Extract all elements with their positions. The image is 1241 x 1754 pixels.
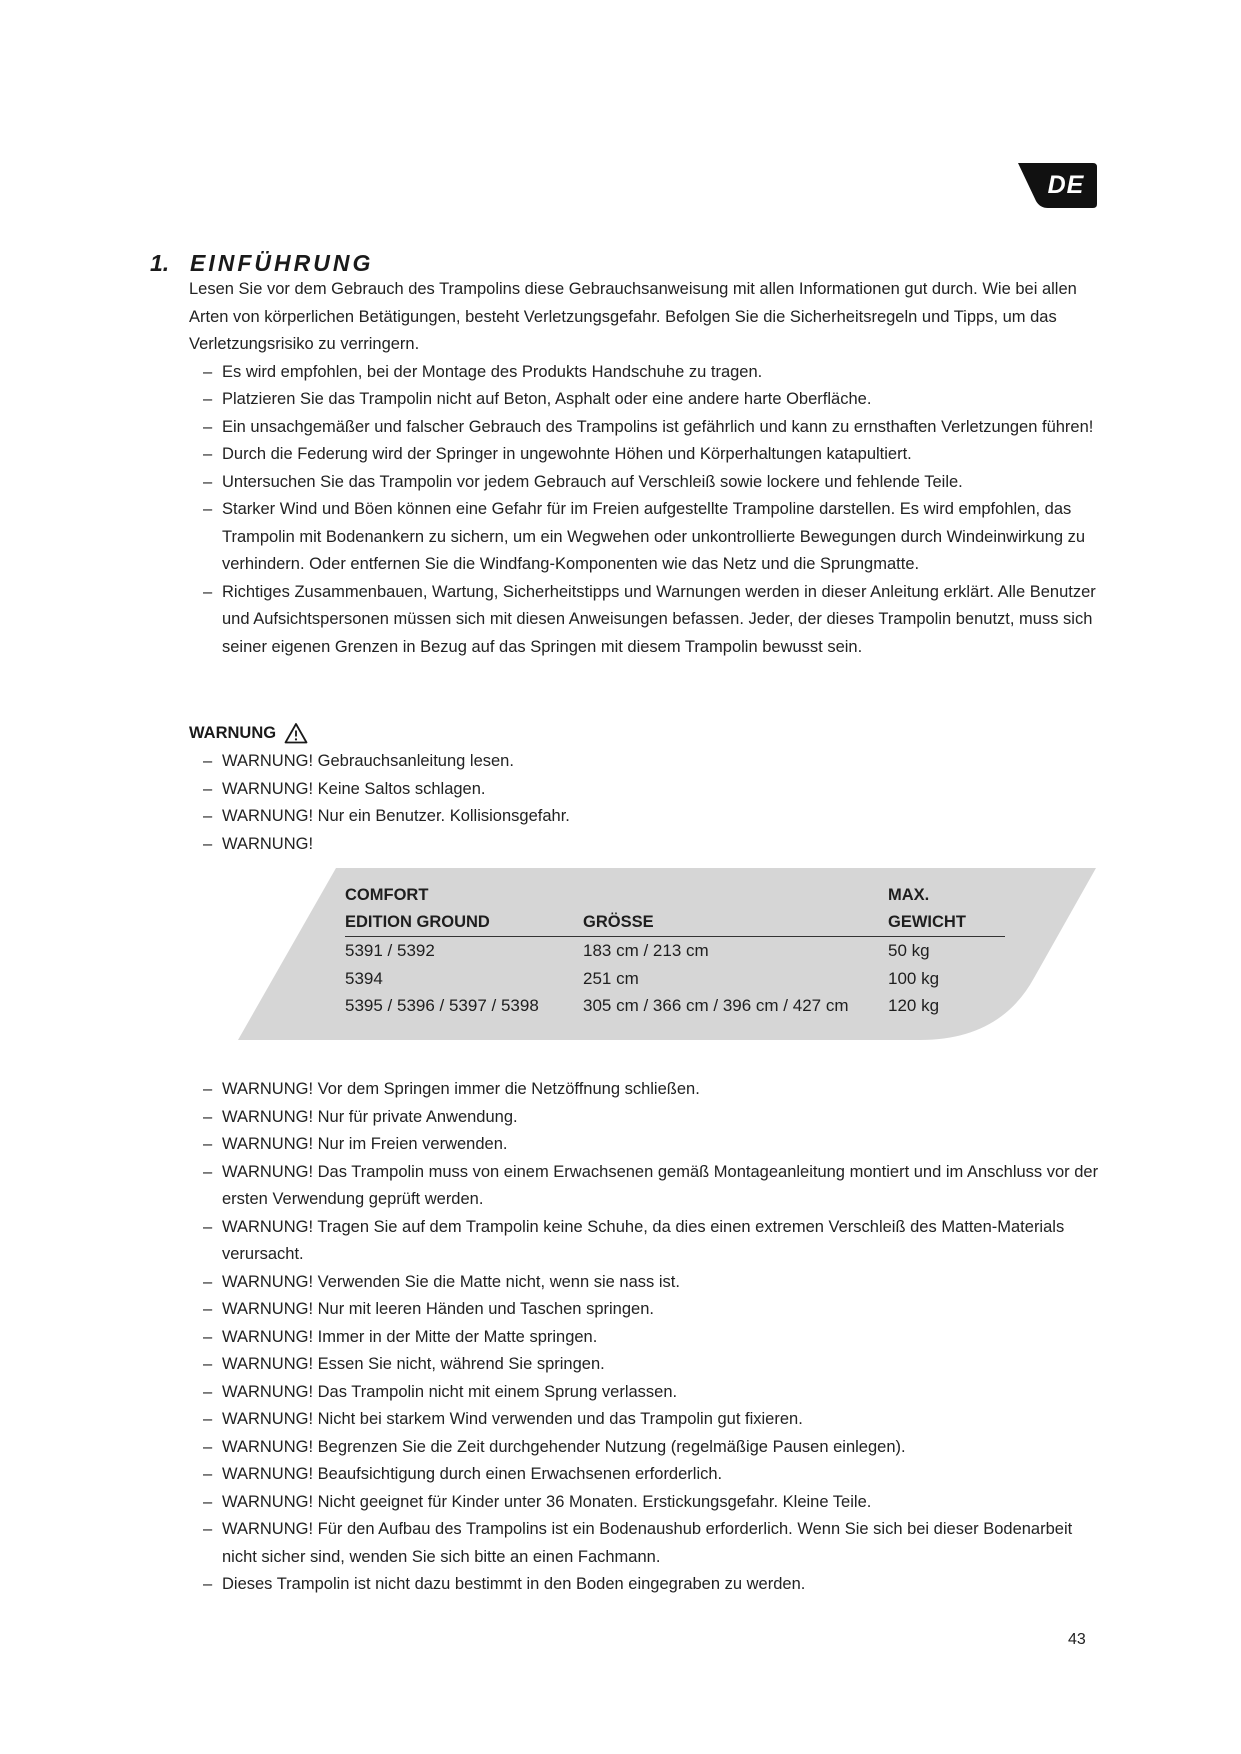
table-cell: 5394 <box>345 968 383 988</box>
list-item: – Es wird empfohlen, bei der Montage des Produkts Handschuhe zu tragen. <box>189 359 1109 387</box>
table-header-row <box>345 882 1005 937</box>
table-row <box>345 937 1005 965</box>
language-label: DE <box>1047 171 1085 199</box>
list-item: – WARNUNG! Nur für private Anwendung. <box>189 1104 1109 1132</box>
list-item: – WARNUNG! Nur im Freien verwenden. <box>189 1131 1109 1159</box>
intro-block <box>189 276 1109 661</box>
language-badge <box>1018 163 1097 208</box>
list-item: – WARNUNG! <box>189 831 1109 859</box>
spec-table <box>345 882 1005 1020</box>
header-model <box>345 882 583 937</box>
list-item: – Platzieren Sie das Trampolin nicht auf Beton, Asphalt oder eine andere harte Oberfläche. <box>189 386 1109 414</box>
header-max-weight <box>888 882 1005 937</box>
list-item: – Untersuchen Sie das Trampolin vor jedem Gebrauch auf Verschleiß sowie lockere und fehlende Teile. <box>189 469 1109 497</box>
warning-triangle-icon <box>284 722 308 744</box>
table-cell: 305 cm / 366 cm / 396 cm / 427 cm <box>583 996 849 1015</box>
table-cell: 100 kg <box>888 968 940 988</box>
table-cell: 120 kg <box>888 996 940 1015</box>
list-item: – Durch die Federung wird der Springer in ungewohnte Höhen und Körperhaltungen katapultiert. <box>189 441 1109 469</box>
list-item: – WARNUNG! Das Trampolin muss von einem Erwachsenen gemäß Montageanleitung montiert und im Anschluss vor der ersten Verwendung geprüft werden. <box>189 1159 1109 1214</box>
header-size-label: GRÖSSE <box>583 913 654 931</box>
warning-list-b-block <box>189 1076 1109 1599</box>
list-item: – WARNUNG! Essen Sie nicht, während Sie springen. <box>189 1351 1109 1379</box>
table-cell: 5395 / 5396 / 5397 / 5398 <box>345 996 539 1015</box>
list-item: – WARNUNG! Begrenzen Sie die Zeit durchgehender Nutzung (regelmäßige Pausen einlegen). <box>189 1434 1109 1462</box>
section-number: 1. <box>150 250 170 276</box>
section-title: EINFÜHRUNG <box>190 250 374 276</box>
list-item: – WARNUNG! Tragen Sie auf dem Trampolin keine Schuhe, da dies einen extremen Verschleiß des Matten-Materials verursacht. <box>189 1214 1109 1269</box>
spec-table-panel <box>238 868 1096 1043</box>
list-item: – Starker Wind und Böen können eine Gefahr für im Freien aufgestellte Trampoline darstellen. Es wird empfohlen, das Trampolin mit Bodenankern zu sichern, um ein Wegwehen oder unkontrollierte Bewegungen durch Windeinwirkung zu verhindern. Oder entfernen Sie die Windfang-Komponenten wie das Netz und die Sprungmatte. <box>189 496 1109 579</box>
header-weight-line1: MAX. <box>888 886 930 904</box>
intro-paragraph: Lesen Sie vor dem Gebrauch des Trampolins diese Gebrauchsanweisung mit allen Informationen gut durch. Wie bei allen Arten von körperlichen Betätigungen, besteht Verletzungsgefahr. Befolgen Sie die Sicherheitsregeln und Tipps, um das Verletzungsrisiko zu verringern. <box>189 280 1077 353</box>
list-item: – WARNUNG! Beaufsichtigung durch einen Erwachsenen erforderlich. <box>189 1461 1109 1489</box>
list-item: – WARNUNG! Vor dem Springen immer die Netzöffnung schließen. <box>189 1076 1109 1104</box>
list-item: – WARNUNG! Nur ein Benutzer. Kollisionsgefahr. <box>189 803 1109 831</box>
list-item: – WARNUNG! Immer in der Mitte der Matte springen. <box>189 1324 1109 1352</box>
list-item: – WARNUNG! Nicht geeignet für Kinder unter 36 Monaten. Erstickungsgefahr. Kleine Teile. <box>189 1489 1109 1517</box>
list-item: – Richtiges Zusammenbauen, Wartung, Sicherheitstipps und Warnungen werden in dieser Anleitung erklärt. Alle Benutzer und Aufsichtspersonen müssen sich mit diesen Anweisungen befassen. Jeder, der dieses Trampolin benutzt, muss sich seiner eigenen Grenzen in Bezug auf das Springen mit diesem Trampolin bewusst sein. <box>189 579 1109 662</box>
list-item: – WARNUNG! Nicht bei starkem Wind verwenden und das Trampolin gut fixieren. <box>189 1406 1109 1434</box>
warning-list-b <box>189 1076 1109 1599</box>
table-cell: 183 cm / 213 cm <box>583 941 709 960</box>
intro-list <box>189 359 1109 662</box>
list-item: – WARNUNG! Das Trampolin nicht mit einem Sprung verlassen. <box>189 1379 1109 1407</box>
header-size <box>583 882 888 937</box>
list-item: – WARNUNG! Für den Aufbau des Trampolins ist ein Bodenaushub erforderlich. Wenn Sie sich bei dieser Bodenarbeit nicht sicher sind, wenden Sie sich bitte an einen Fachmann. <box>189 1516 1109 1571</box>
warning-heading <box>189 722 308 744</box>
warning-list-a-block <box>189 748 1109 858</box>
table-row <box>345 992 1005 1020</box>
table-cell: 251 cm <box>583 968 639 988</box>
header-weight-line2: GEWICHT <box>888 913 966 931</box>
list-item: – WARNUNG! Verwenden Sie die Matte nicht, wenn sie nass ist. <box>189 1269 1109 1297</box>
list-item: – Dieses Trampolin ist nicht dazu bestimmt in den Boden eingegraben zu werden. <box>189 1571 1109 1599</box>
table-cell: 5391 / 5392 <box>345 941 435 960</box>
section-heading <box>150 250 373 277</box>
table-row <box>345 965 1005 993</box>
warning-list-a <box>189 748 1109 858</box>
table-cell: 50 kg <box>888 941 930 960</box>
list-item: – Ein unsachgemäßer und falscher Gebrauch des Trampolins ist gefährlich und kann zu ernsthaften Verletzungen führen! <box>189 414 1109 442</box>
list-item: – WARNUNG! Gebrauchsanleitung lesen. <box>189 748 1109 776</box>
header-model-line2: EDITION GROUND <box>345 913 490 931</box>
header-model-line1: COMFORT <box>345 886 429 904</box>
page-number: 43 <box>1068 1631 1086 1648</box>
warning-title: WARNUNG <box>189 723 277 742</box>
list-item: – WARNUNG! Keine Saltos schlagen. <box>189 776 1109 804</box>
list-item: – WARNUNG! Nur mit leeren Händen und Taschen springen. <box>189 1296 1109 1324</box>
